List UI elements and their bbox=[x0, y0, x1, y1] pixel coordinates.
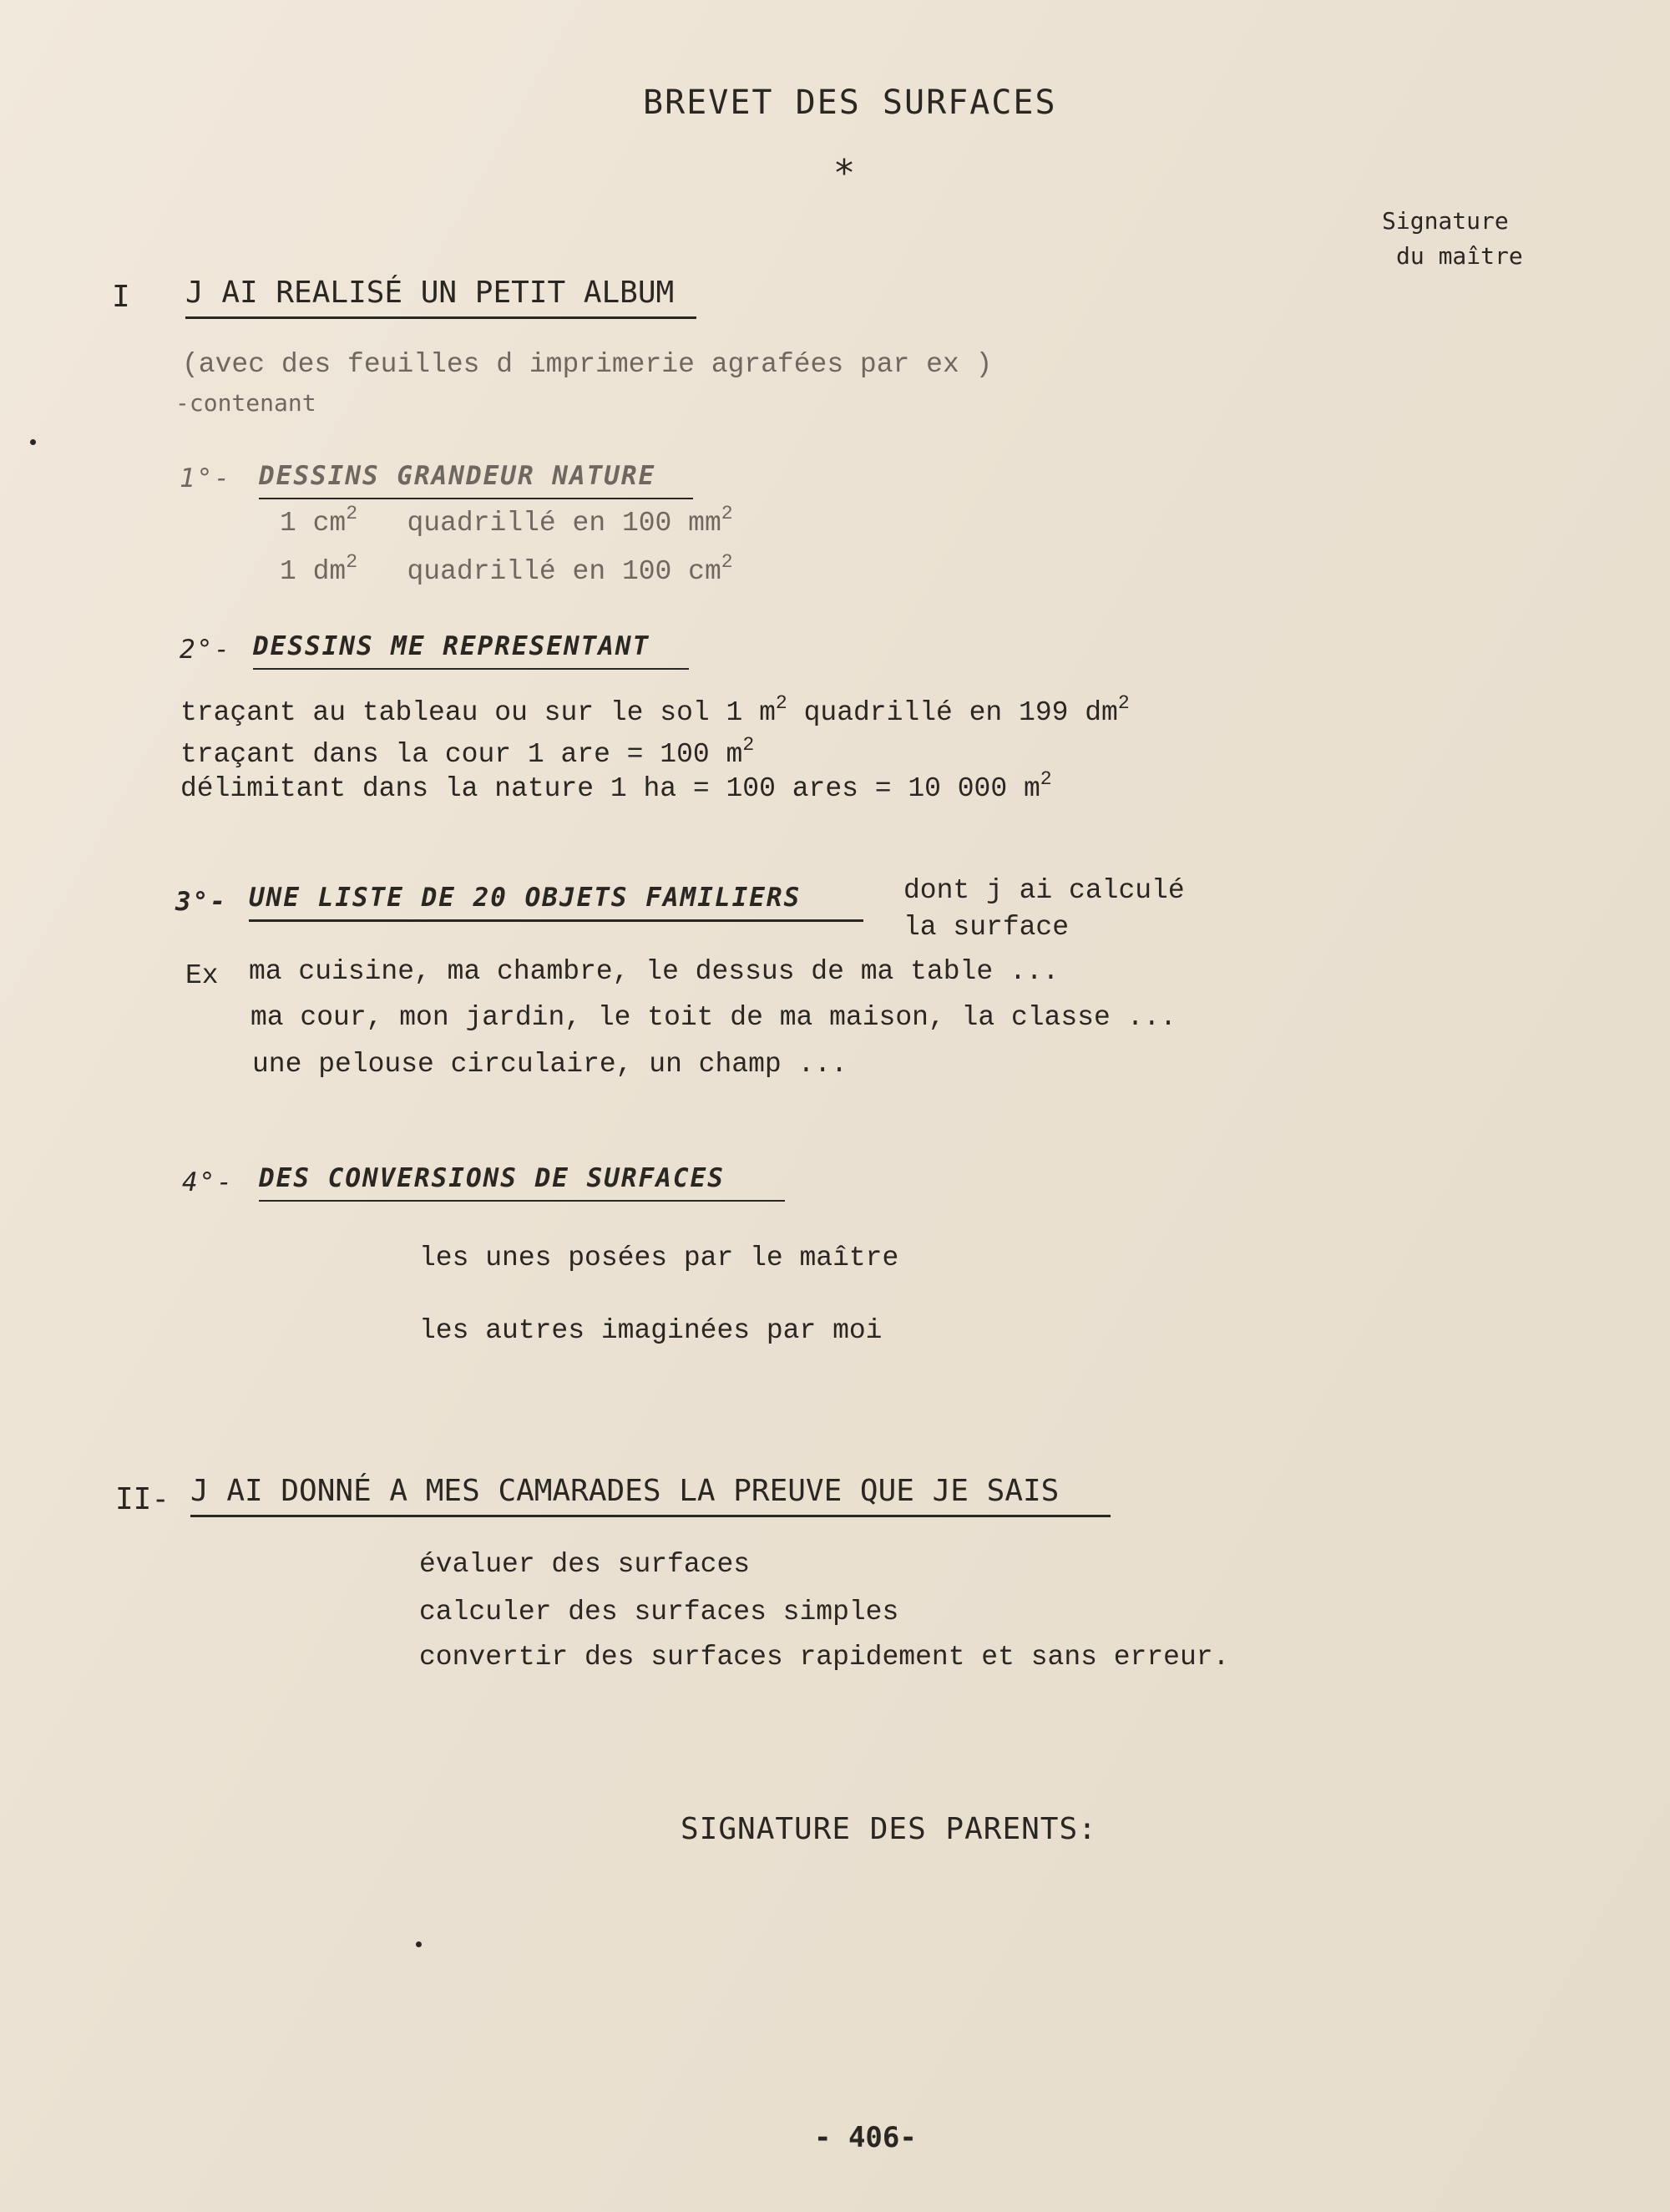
section-2-line-1: évaluer des surfaces bbox=[419, 1549, 751, 1580]
exponent: 2 bbox=[721, 551, 733, 574]
item-1-line-2-text: quadrillé en 100 cm bbox=[407, 556, 721, 587]
exponent: 2 bbox=[742, 734, 755, 757]
signature-master-label bbox=[1382, 207, 1509, 235]
item-1-number: 1°- bbox=[180, 463, 231, 494]
signature-master-line1: Signature bbox=[1382, 207, 1509, 235]
exponent: 2 bbox=[1040, 768, 1052, 791]
item-2-line-3-text: délimitant dans la nature 1 ha = 100 ares = 10 000 m bbox=[180, 773, 1040, 804]
item-3-aside-2: la surface bbox=[903, 912, 1070, 943]
exponent: 2 bbox=[346, 503, 358, 525]
item-4-heading: DES CONVERSIONS DE SURFACES bbox=[259, 1163, 785, 1202]
item-1-line-1-unit: 1 cm bbox=[280, 508, 347, 539]
section-1-intro-2: -contenant bbox=[175, 389, 316, 417]
exponent: 2 bbox=[775, 692, 787, 715]
item-2-heading: DESSINS ME REPRESENTANT bbox=[253, 631, 689, 670]
section-1-heading: J AI REALISÉ UN PETIT ALBUM bbox=[185, 276, 696, 319]
item-3-ex-line-3: une pelouse circulaire, un champ ... bbox=[252, 1049, 848, 1080]
item-3-ex-line-2: ma cour, mon jardin, le toit de ma maison, la classe ... bbox=[250, 1002, 1177, 1033]
item-3-ex-label: Ex bbox=[185, 960, 219, 991]
item-1-line-1-text: quadrillé en 100 mm bbox=[407, 508, 721, 539]
item-3-aside-1: dont j ai calculé bbox=[903, 875, 1185, 906]
section-2-line-2: calculer des surfaces simples bbox=[419, 1597, 899, 1627]
exponent: 2 bbox=[1117, 692, 1130, 715]
item-2-line-1 bbox=[180, 692, 1130, 728]
item-4-line-2: les autres imaginées par moi bbox=[419, 1315, 883, 1346]
section-1-numeral: I bbox=[112, 280, 130, 314]
signature-parents-label: SIGNATURE DES PARENTS: bbox=[681, 1812, 1097, 1846]
item-3-number: 3°- bbox=[175, 887, 227, 917]
stray-mark bbox=[30, 439, 36, 445]
exponent: 2 bbox=[721, 503, 733, 525]
item-3-ex-line-1: ma cuisine, ma chambre, le dessus de ma table ... bbox=[249, 956, 1060, 987]
signature-master-line2: du maître bbox=[1396, 242, 1523, 270]
item-1-line-2-unit: 1 dm bbox=[280, 556, 347, 587]
item-2-number: 2°- bbox=[180, 635, 231, 665]
item-1-heading: DESSINS GRANDEUR NATURE bbox=[259, 461, 693, 499]
signature-master-label-2 bbox=[1396, 242, 1523, 270]
item-2-line-1-text: traçant au tableau ou sur le sol 1 m bbox=[180, 697, 776, 728]
item-2-line-1-text-b: quadrillé en 199 dm bbox=[787, 697, 1118, 728]
item-2-line-2 bbox=[180, 734, 755, 770]
stray-mark bbox=[416, 1941, 422, 1947]
page-title: BREVET DES SURFACES bbox=[643, 84, 1057, 122]
bleed-through-text bbox=[192, 67, 218, 160]
section-2-numeral: II- bbox=[115, 1482, 170, 1516]
item-3-heading: UNE LISTE DE 20 OBJETS FAMILIERS bbox=[249, 883, 863, 922]
item-4-number: 4°- bbox=[182, 1167, 234, 1197]
section-2-heading: J AI DONNÉ A MES CAMARADES LA PREUVE QUE JE SAIS bbox=[190, 1474, 1111, 1517]
item-2-line-3 bbox=[180, 768, 1052, 804]
item-4-line-1: les unes posées par le maître bbox=[419, 1243, 899, 1273]
exponent: 2 bbox=[346, 551, 358, 574]
item-1-line-2 bbox=[280, 551, 733, 587]
item-2-line-2-text: traçant dans la cour 1 are = 100 m bbox=[180, 739, 743, 770]
page-number: - 406- bbox=[814, 2121, 917, 2154]
star-ornament: * bbox=[835, 152, 853, 195]
section-2-line-3: convertir des surfaces rapidement et sans erreur. bbox=[419, 1642, 1230, 1673]
section-1-intro-1: (avec des feuilles d imprimerie agrafées par ex ) bbox=[182, 349, 993, 380]
item-1-line-1 bbox=[280, 503, 733, 539]
